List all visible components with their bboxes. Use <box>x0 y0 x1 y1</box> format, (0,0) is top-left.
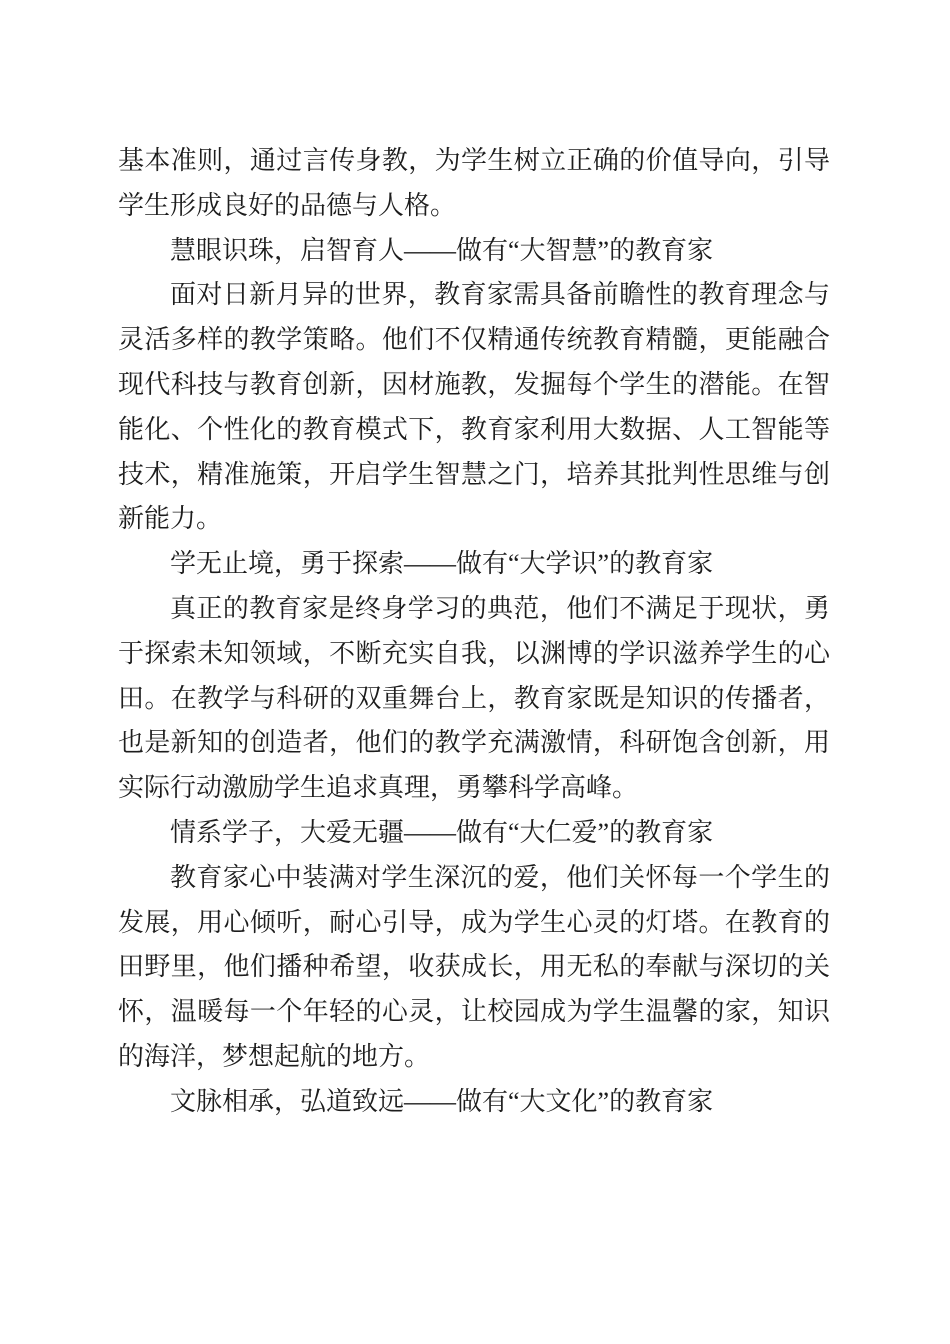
document-heading-line: 学无止境，勇于探索——做有“大学识”的教育家 <box>170 549 714 579</box>
document-text-line: 学生形成良好的品德与人格。 <box>118 190 457 220</box>
document-text-line: 现代科技与教育创新，因材施教，发掘每个学生的潜能。在智 <box>118 369 830 399</box>
document-text <box>118 139 830 1125</box>
document-text-line: 教育家心中装满对学生深沉的爱，他们关怀每一个学生的 <box>170 862 830 892</box>
document-text-line: 面对日新月异的世界，教育家需具备前瞻性的教育理念与 <box>170 280 830 310</box>
document-text-line: 于探索未知领域，不断充实自我，以渊博的学识滋养学生的心 <box>118 638 830 668</box>
document-text-line: 能化、个性化的教育模式下，教育家利用大数据、人工智能等 <box>118 414 830 444</box>
document-text-line: 的海洋，梦想起航的地方。 <box>118 1041 431 1071</box>
document-text-line: 田。在教学与科研的双重舞台上，教育家既是知识的传播者， <box>118 683 830 713</box>
document-text-line: 灵活多样的教学策略。他们不仅精通传统教育精髓，更能融合 <box>118 325 830 355</box>
document-text-line: 也是新知的创造者，他们的教学充满激情，科研饱含创新，用 <box>118 728 830 758</box>
document-text-line: 怀，温暖每一个年轻的心灵，让校园成为学生温馨的家，知识 <box>118 997 830 1027</box>
document-text-line: 实际行动激励学生追求真理，勇攀科学高峰。 <box>118 773 639 803</box>
document-text-line: 发展，用心倾听，耐心引导，成为学生心灵的灯塔。在教育的 <box>118 907 830 937</box>
document-heading-line: 情系学子，大爱无疆——做有“大仁爱”的教育家 <box>170 817 714 847</box>
document-heading-line: 文脉相承，弘道致远——做有“大文化”的教育家 <box>170 1086 714 1116</box>
document-heading-line: 慧眼识珠，启智育人——做有“大智慧”的教育家 <box>170 235 714 265</box>
document-text-line: 新能力。 <box>118 504 223 534</box>
document-text-line: 田野里，他们播种希望，收获成长，用无私的奉献与深切的关 <box>118 952 830 982</box>
document-text-line: 真正的教育家是终身学习的典范，他们不满足于现状，勇 <box>170 593 830 623</box>
document-text-line: 基本准则，通过言传身教，为学生树立正确的价值导向，引导 <box>118 146 830 175</box>
document-text-line: 技术，精准施策，开启学生智慧之门，培养其批判性思维与创 <box>118 459 830 489</box>
